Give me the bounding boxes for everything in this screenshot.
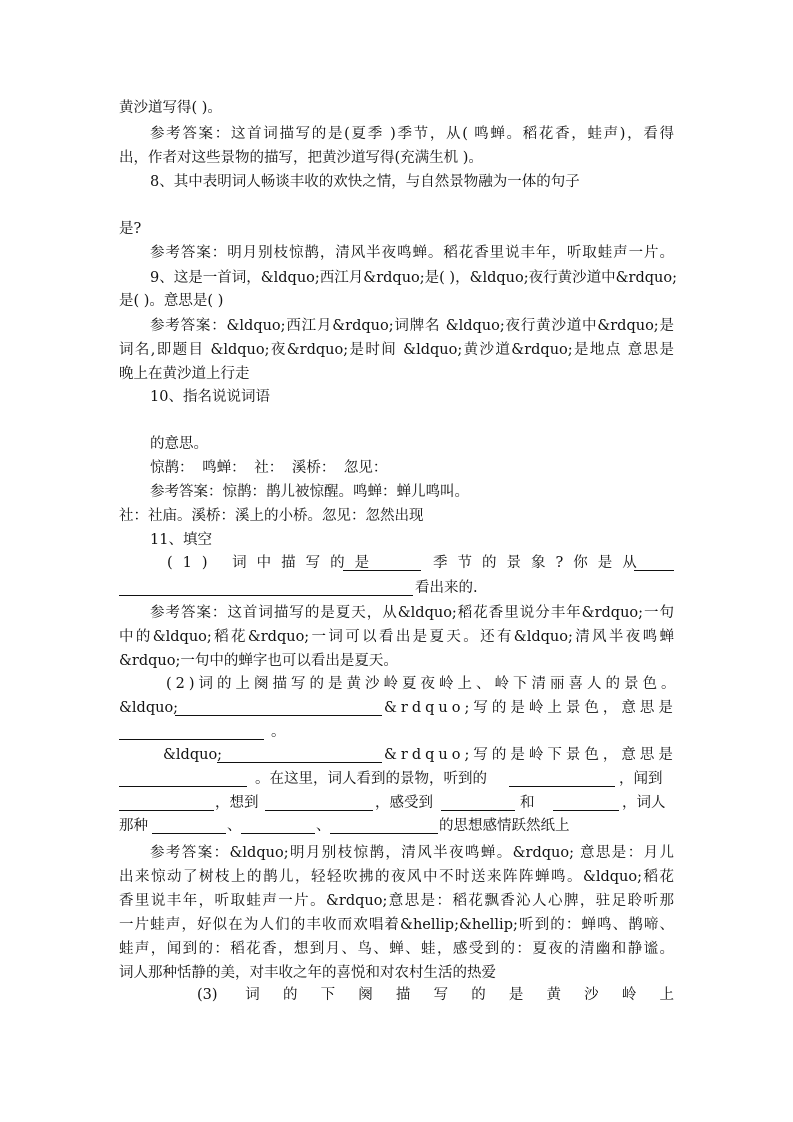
fill-line-2c [119, 745, 677, 767]
text-line: 社：社庙。溪桥：溪上的小桥。忽见：忽然出现 [119, 508, 424, 524]
text-line: 出，作者对这些景物的描写，把黄沙道写得(充满生机 )。 [119, 150, 483, 166]
text-segment: 。在这里，词人看到的景物，听到的 [255, 771, 487, 787]
text-segment: ，词人 [622, 795, 666, 811]
text-line: 中的&ldquo;稻花&rdquo;一词可以看出是夏天。还有&ldquo;清风半夜鸣蝉 [119, 629, 674, 645]
text-line: 一片蛙声，好似在为人们的丰收而欢唱着&hellip;&hellip;听到的：蝉鸣、鹊啼、 [119, 917, 674, 933]
text-segment: ，闻到 [619, 771, 663, 787]
text-segment: &ldquo; [163, 747, 223, 763]
text-line: 晚上在黄沙道上行走 [119, 366, 250, 382]
question-8: 8、其中表明词人畅谈丰收的欢快之情，与自然景物融为一体的句子 [150, 174, 580, 190]
text-segment: &rdquo;写的是岭下景色，意思是 [384, 747, 677, 763]
text-line: 是( )。意思是( ) [119, 293, 224, 309]
text-line: 香里说丰年，听取蛙声一片。&rdquo;意思是：稻花飘香沁人心脾，驻足聆听那 [119, 893, 674, 909]
blank-field[interactable] [509, 772, 615, 787]
text-line: 出来惊动了树枝上的鹊儿，轻轻吹拂的夜风中不时送来阵阵蝉鸣。&ldquo;稻花 [119, 869, 674, 885]
vocab-list: 惊鹊： 鸣蝉： 社： 溪桥： 忽见： [150, 460, 388, 476]
fill-line-3: (3) 词的下阕描写的是黄沙岭上 [197, 987, 674, 1003]
fill-line-2: (2)词的上阕描写的是黄沙岭夏夜岭上、岭下清丽喜人的景色。 [166, 676, 680, 692]
text-segment: 的思想感情跃然纸上 [439, 818, 570, 834]
text-segment: ，想到 [215, 795, 259, 811]
answer-11-1: 参考答案：这首词描写的是夏天，从&ldquo;稻花香里说分丰年&rdquo;一句 [150, 605, 674, 621]
text-line: 词人那种恬静的美，对丰收之年的喜悦和对农村生活的热爱 [119, 965, 496, 981]
blank-field[interactable] [553, 796, 619, 811]
text-segment: 那种 [119, 818, 148, 834]
answer-9: 参考答案：&ldquo;西江月&rdquo;词牌名 &ldquo;夜行黄沙道中&rdquo;是 [150, 318, 674, 334]
text-line: 是? [119, 221, 142, 237]
text-line: 词名,即题目 &ldquo;夜&rdquo;是时间 &ldquo;黄沙道&rdquo;是地点 意思是 [119, 342, 674, 358]
blank-field[interactable] [119, 725, 264, 740]
text-segment: 、 [316, 818, 331, 834]
fill-line-1 [119, 553, 674, 575]
blank-field[interactable] [265, 796, 373, 811]
blank-field[interactable] [241, 819, 315, 834]
fill-line-2b [119, 722, 674, 744]
fill-line-2d [119, 769, 674, 791]
blank-field[interactable] [119, 772, 247, 787]
text-line: 黄沙道写得( )。 [119, 100, 222, 116]
text-line: 蛙声，闻到的：稻花香，想到月、鸟、蝉、蛙，感受到的：夏夜的清幽和静谧。 [119, 941, 674, 957]
fill-line-2e [119, 793, 674, 815]
question-9: 9、这是一首词，&ldquo;西江月&rdquo;是( )，&ldquo;夜行黄沙道中&rdquo; [150, 270, 677, 286]
blank-field[interactable] [152, 819, 226, 834]
blank-field[interactable] [441, 796, 515, 811]
blank-field[interactable] [343, 556, 421, 571]
fill-line-1b [119, 578, 674, 600]
answer-8: 参考答案：明月别枝惊鹊，清风半夜鸣蝉。稻花香里说丰年，听取蛙声一片。 [150, 245, 674, 261]
text-segment: 。 [271, 724, 286, 740]
text-segment: &ldquo; [119, 700, 179, 716]
text-segment: (1) 词中描写的是 [167, 555, 380, 571]
text-segment: &rdquo;写的是岭上景色，意思是 [384, 700, 677, 716]
text-segment: 看出来的. [415, 580, 478, 596]
text-segment: 、 [227, 818, 242, 834]
answer-11-2: 参考答案：&ldquo;明月别枝惊鹊，清风半夜鸣蝉。&rdquo; 意思是：月儿 [150, 845, 674, 861]
blank-field[interactable] [330, 819, 438, 834]
question-10: 10、指名说说词语 [150, 389, 270, 405]
question-11: 11、填空 [150, 532, 212, 548]
text-line: &rdquo;一句中的蝉字也可以看出是夏天。 [119, 653, 398, 669]
text-segment: 季节的景象?你是从 [433, 555, 647, 571]
text-line: 的意思。 [150, 436, 208, 452]
blank-field[interactable] [175, 701, 382, 716]
text-segment: 和 [520, 795, 535, 811]
text-line: 参考答案：这首词描写的是(夏季 )季节，从( 鸣蝉。稻花香，蛙声)，看得 [150, 126, 674, 142]
blank-field[interactable] [119, 581, 413, 596]
answer-10: 参考答案：惊鹊：鹊儿被惊醒。鸣蝉：蝉儿鸣叫。 [150, 484, 469, 500]
blank-field[interactable] [119, 796, 214, 811]
text-segment: ，感受到 [375, 795, 433, 811]
fill-line-2f [119, 816, 674, 838]
fill-line-2a [119, 698, 677, 720]
blank-field[interactable] [217, 748, 382, 763]
blank-field[interactable] [634, 556, 674, 571]
